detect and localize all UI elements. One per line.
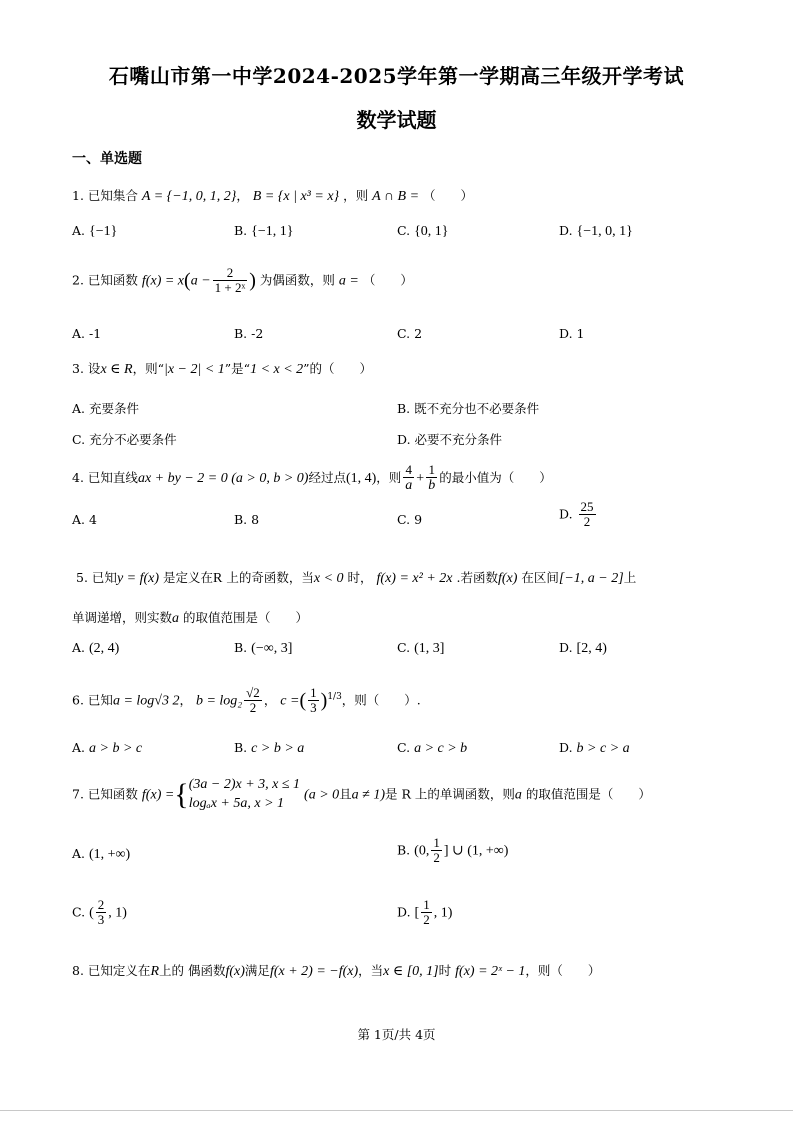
option-c: C. 充分不必要条件 [72, 432, 177, 447]
option-b: B. (−∞, 3] [234, 640, 293, 656]
question-number: 4. [72, 469, 84, 485]
option-c: C. 2 [397, 326, 423, 341]
option-d: D. b > c > a [559, 740, 630, 756]
question-number: 8. [72, 963, 84, 978]
option-c: C. {0, 1} [397, 223, 449, 239]
math-expr: f(x) = x [141, 273, 185, 289]
question-text: 已知函数 [87, 272, 138, 288]
option-a: A. {−1} [72, 223, 118, 239]
question-text: 已知集合 [87, 188, 138, 203]
fraction: $\frac{2}{\text{1 + 2ˣ}}$ [214, 265, 246, 296]
option-c: C. 9 [397, 512, 423, 527]
option-b: B. 既不充分也不必要条件 [397, 401, 540, 416]
math-expr: A ∩ B = [372, 189, 420, 204]
page-number: 第 1页/共 4页 [357, 1027, 436, 1042]
option-a: A. 充要条件 [72, 401, 139, 416]
question-text: 为偶函数，则 [259, 272, 335, 288]
option-b: B. {−1, 1} [234, 223, 294, 239]
option-a: A. 4 [72, 512, 97, 527]
math-expr: A = {−1, 0, 1, 2} [141, 189, 237, 204]
question-8: 8. 已知定义在R上的 偶函数f(x)满足f(x + 2) = −f(x)，当x ∈ [0, 1]时 f(x) = 2ˣ − 1，则（ ） [72, 963, 601, 979]
option-a: A. -1 [72, 326, 102, 341]
option-c: C. ( $\frac{2}{3}$ , 1) [72, 897, 127, 928]
question-number: 2. [72, 272, 84, 288]
exam-subtitle: 数学试题 [356, 108, 437, 132]
question-5-line-2: 单调递增，则实数a 的取值范围是（ ） [72, 610, 309, 626]
option-d: D. 必要不充分条件 [397, 432, 503, 447]
question-text: （ ） [423, 188, 474, 203]
option-a: A. a > b > c [72, 740, 143, 756]
option-b: B. -2 [234, 326, 264, 341]
option-a: A. (1, +∞) [72, 846, 131, 862]
question-7: 7. 已知函数 f(x) ={ (3a − 2)x + 3, x ≤ 1 logₐx + 5a, x > 1 (a > 0且a ≠ 1)是 R 上的单调函数，则a 的取值范围是（ ） [72, 777, 651, 811]
option-d: D. [2, 4) [559, 640, 607, 656]
question-text: ，则 [343, 188, 369, 203]
option-a: A. (2, 4) [72, 640, 120, 656]
option-c: C. a > c > b [397, 740, 468, 756]
question-2: 2. 已知函数 f(x) = x(a − $\frac{2}{\text{1 + 2ˣ}}$ ) 为偶函数，则 a = （ ） [72, 265, 413, 296]
page-divider [0, 1110, 793, 1111]
option-b: B. 8 [234, 512, 260, 527]
question-4: 4. 已知直线ax + by − 2 = 0 (a > 0, b > 0)经过点(1, 4)，则 $\frac{4}{a}$ + $\frac{1}{b}$ 的最小值为（ ） [72, 462, 552, 494]
exam-title: 石嘴山市第一中学2024-2025学年第一学期高三年级开学考试 [108, 64, 685, 88]
question-number: 3. [72, 361, 84, 376]
option-b: B. c > b > a [234, 740, 305, 756]
question-number: 7. [72, 786, 84, 802]
question-5: 5. 已知y = f(x) 是定义在R 上的奇函数，当x < 0 时， f(x) = x² + 2x .若函数f(x) 在区间[−1, a − 2]上 [76, 570, 637, 586]
question-1: 1. 已知集合 A = {−1, 0, 1, 2}， B = {x | x³ = x} ，则 A ∩ B = （ ） [72, 188, 474, 204]
option-b: B. (0, $\frac{1}{2}$ ] ∪ (1, +∞) [397, 835, 509, 866]
question-6: 6. 已知a = log√3 2， b = log₂ $\frac{√2}{2}$ ， c =( $\frac{1}{3}$ )$^{1/3}$，则（ ）. [72, 685, 421, 716]
math-expr: a = [338, 273, 359, 289]
section-title: 一、单选题 [72, 151, 142, 167]
math-expr: B = {x | x³ = x} [252, 189, 340, 204]
question-3: 3. 设x ∈ R，则“|x − 2| < 1”是“1 < x < 2”的（ ） [72, 361, 373, 377]
option-d: D. {−1, 0, 1} [559, 223, 633, 239]
question-number: 5. [76, 570, 88, 585]
option-d: D. $\frac{25}{2}$ [559, 499, 594, 530]
option-d: D. [ $\frac{1}{2}$ , 1) [397, 897, 453, 928]
question-text: （ ） [362, 272, 413, 288]
option-c: C. (1, 3] [397, 640, 445, 656]
question-number: 1. [72, 188, 84, 203]
option-d: D. 1 [559, 326, 585, 341]
question-number: 6. [72, 692, 84, 708]
